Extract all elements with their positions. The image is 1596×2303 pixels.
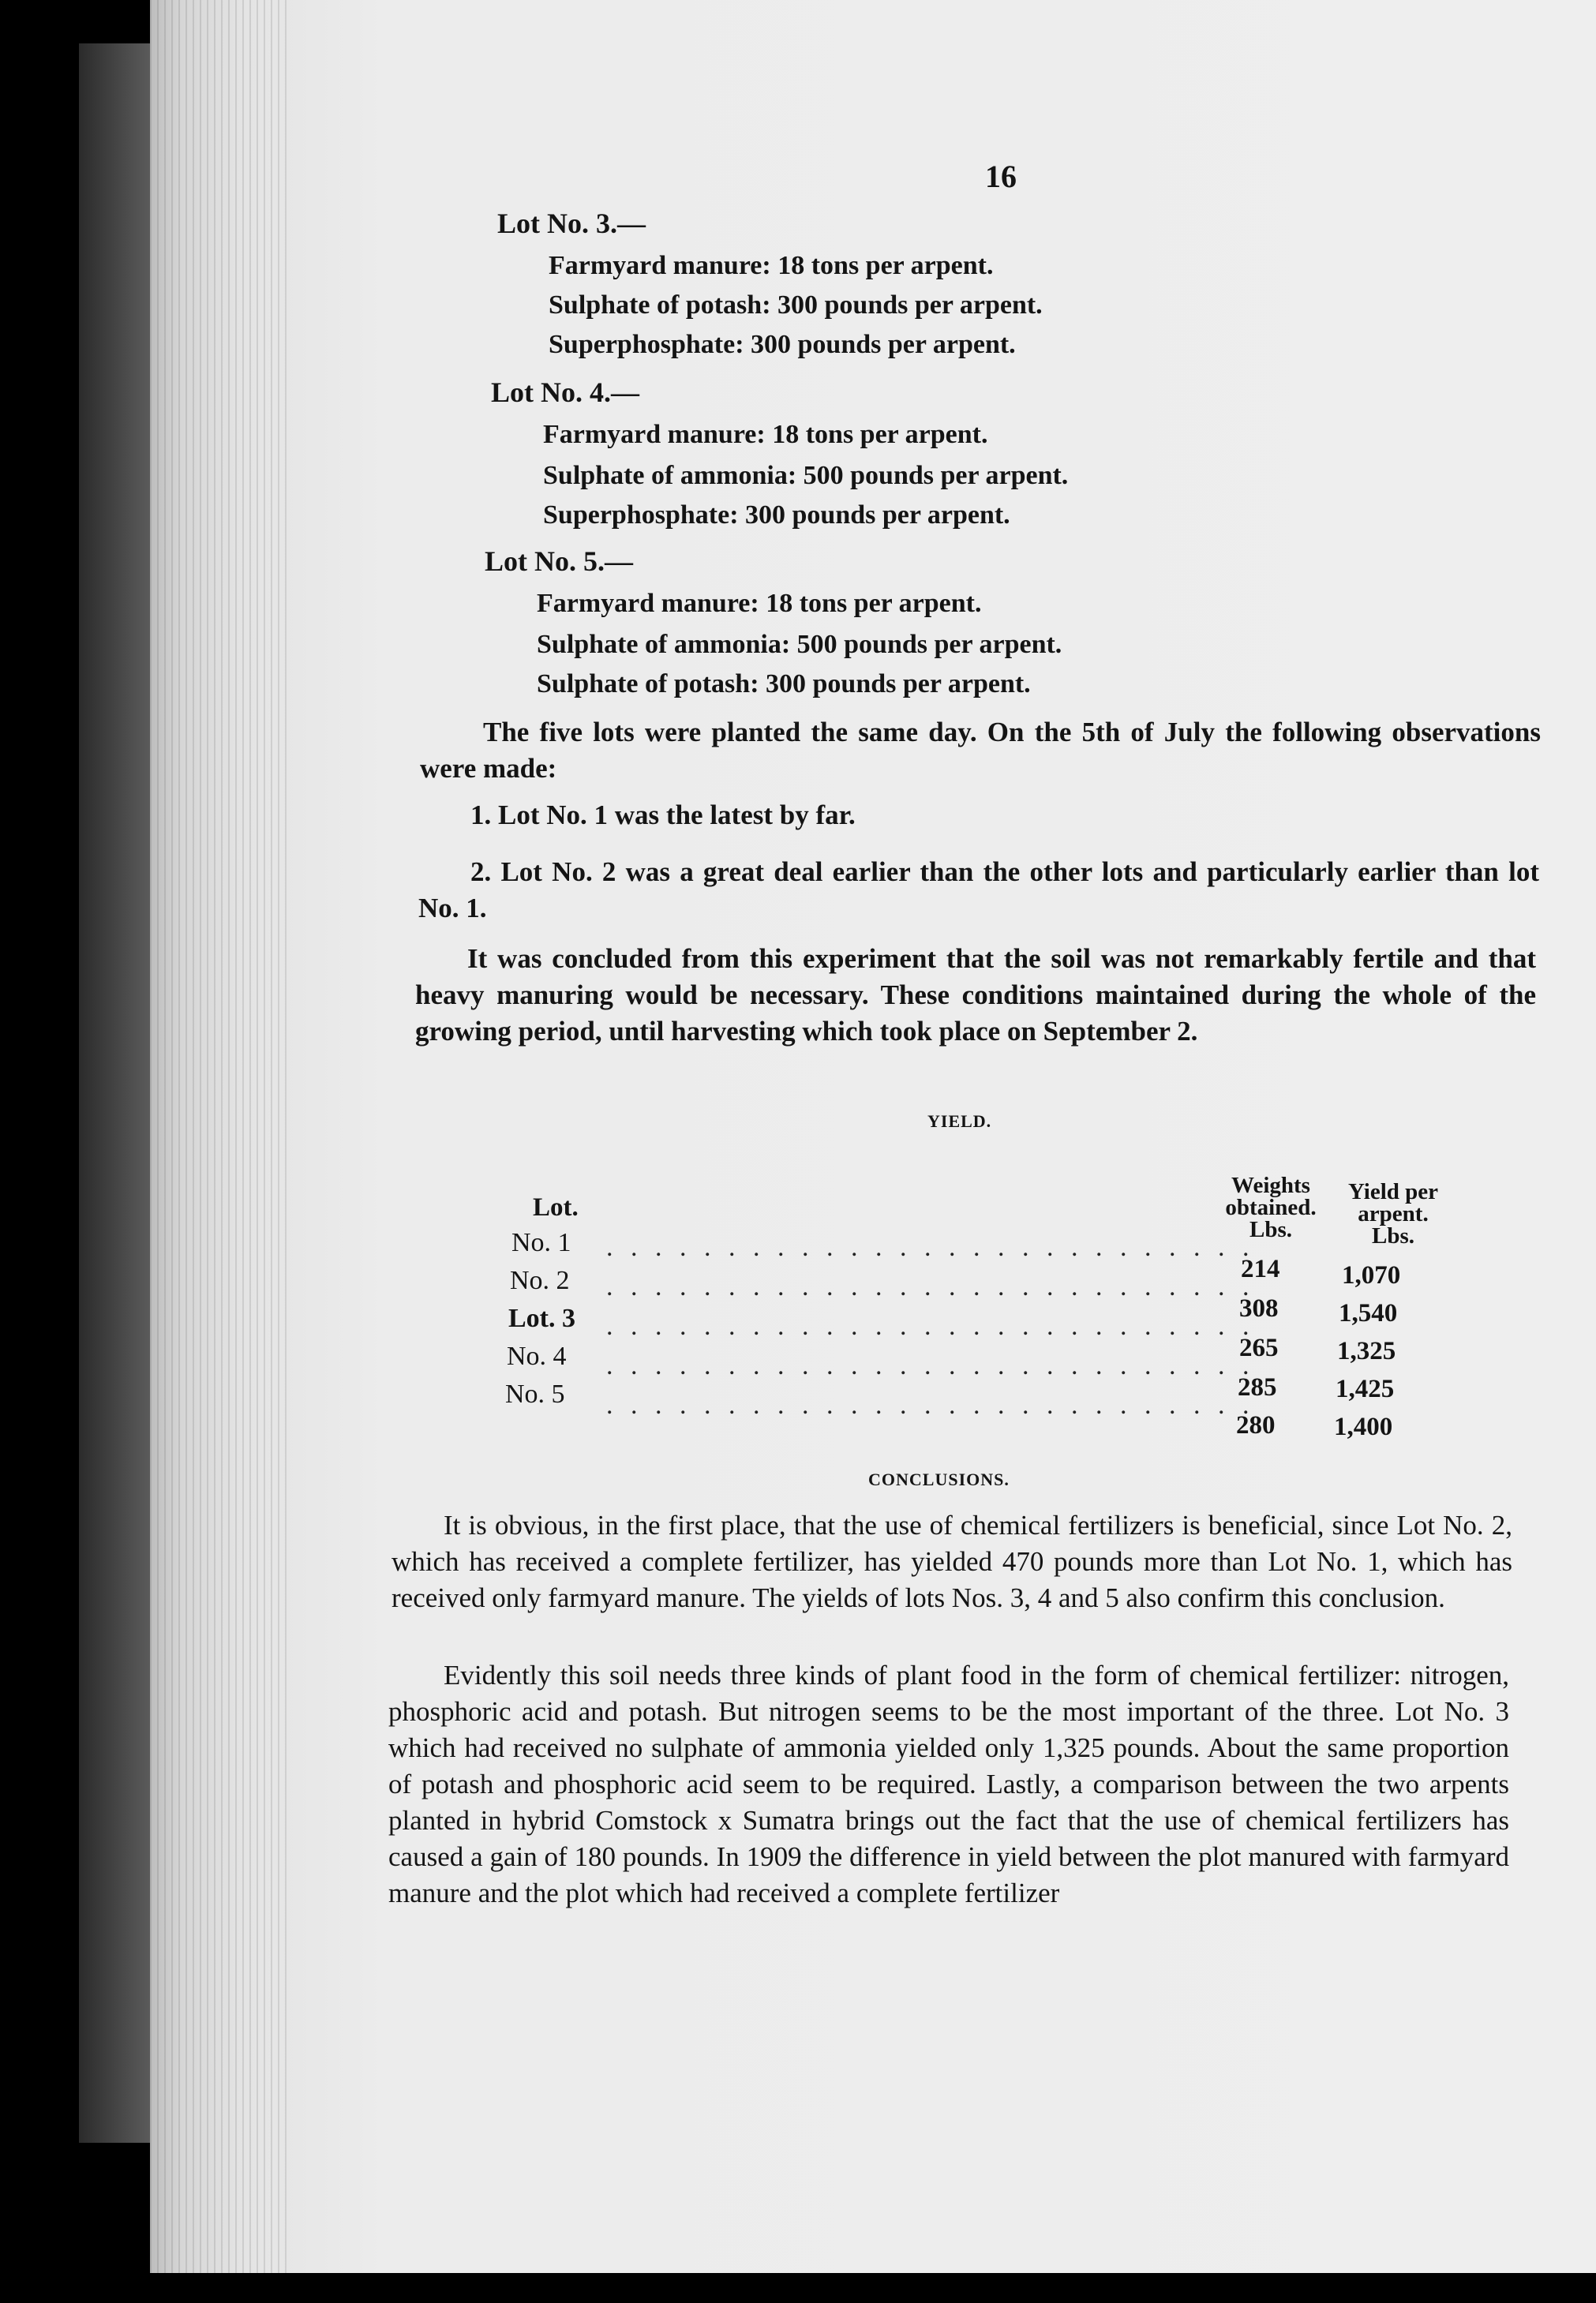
row-lot-label: No. 5 [505,1380,565,1409]
row-weight: 285 [1238,1373,1277,1402]
book-page [150,0,1596,2273]
leader-dots: . . . . . . . . . . . . . . . . . . . . . . . . . . . [606,1233,1255,1262]
lot-4-item-3: Superphosphate: 300 pounds per arpent. [543,500,1010,530]
observation-1: 1. Lot No. 1 was the latest by far. [470,799,856,830]
page-number: 16 [985,159,1017,194]
yield-title: YIELD. [927,1111,992,1131]
column-header-lot: Lot. [533,1193,579,1222]
lot-5-item-2: Sulphate of ammonia: 500 pounds per arpent. [537,630,1062,659]
header-line: Lbs. [1371,1223,1414,1249]
lot-5-heading: Lot No. 5.— [485,545,633,577]
row-lot-label: No. 2 [510,1266,570,1295]
lot-4-item-2: Sulphate of ammonia: 500 pounds per arpent. [543,461,1069,490]
leader-dots: . . . . . . . . . . . . . . . . . . . . . . . . . . . [606,1351,1255,1380]
column-header-yield [1326,1181,1460,1247]
row-yield: 1,425 [1336,1375,1395,1403]
paragraph-concluded: It was concluded from this experiment that the soil was not remarkably fertile and that heavy manuring would be necessary. These conditions maintained during the whole of the growing period, until harvesting which took place on September 2. [415,943,1536,1047]
row-weight: 280 [1236,1411,1276,1440]
row-lot-label: Lot. 3 [508,1304,575,1333]
observation-2: 2. Lot No. 2 was a great deal earlier than the other lots and particularly earlier than lot No. 1. [418,856,1539,923]
row-yield: 1,540 [1339,1299,1398,1328]
lot-3-item-2: Sulphate of potash: 300 pounds per arpent. [549,290,1043,320]
row-lot-label: No. 4 [507,1342,567,1371]
leader-dots: . . . . . . . . . . . . . . . . . . . . . . . . . . . [606,1272,1255,1301]
lot-5-item-3: Sulphate of potash: 300 pounds per arpent. [537,669,1031,698]
row-weight: 265 [1239,1334,1279,1362]
row-weight: 214 [1241,1255,1280,1283]
row-yield: 1,070 [1342,1261,1401,1290]
lot-3-item-3: Superphosphate: 300 pounds per arpent. [549,330,1016,359]
row-yield: 1,325 [1337,1337,1396,1365]
lot-4-item-1: Farmyard manure: 18 tons per arpent. [543,420,988,449]
leader-dots: . . . . . . . . . . . . . . . . . . . . . . . . . . . [606,1391,1255,1420]
header-line: Lbs. [1249,1217,1292,1242]
lot-3-item-1: Farmyard manure: 18 tons per arpent. [549,251,994,280]
leader-dots: . . . . . . . . . . . . . . . . . . . . . . . . . . . [606,1312,1255,1341]
conclusions-paragraph-2: Evidently this soil needs three kinds of plant food in the form of chemical fertilizer: nitrogen, phosphoric acid and potash. But nitrogen seems to be the most important of the three. Lot No. 3 which had received no sulphate of ammonia yielded only 1,325 pounds. About the same proportion of potash and phosphoric acid seem to be required. Lastly, a comparison between the two arpents planted in hybrid Comstock x Sumatra brings out the fact that the use of chemical fertilizers has caused a gain of 180 pounds. In 1909 the difference in yield between the plot manured with farmyard manure and the plot which had received a complete fertilizer [388,1660,1509,1908]
row-yield: 1,400 [1334,1413,1393,1441]
page-binding-shadow [150,0,292,2273]
lot-4-heading: Lot No. 4.— [491,376,639,408]
conclusions-paragraph-1: It is obvious, in the first place, that the use of chemical fertilizers is beneficial, since Lot No. 2, which has received a complete fertilizer, has yielded 470 pounds more than Lot No. 1, which has received only farmyard manure. The yields of lots Nos. 3, 4 and 5 also confirm this conclusion. [392,1510,1512,1613]
row-weight: 308 [1239,1294,1279,1323]
paragraph-planted: The five lots were planted the same day. On the 5th of July the following observations were made: [420,717,1541,784]
header-line: obtained. [1225,1195,1317,1220]
lot-3-heading: Lot No. 3.— [497,208,646,239]
lot-5-item-1: Farmyard manure: 18 tons per arpent. [537,589,982,618]
column-header-weights [1208,1174,1334,1241]
header-line: Weights [1231,1173,1310,1198]
row-lot-label: No. 1 [511,1228,571,1257]
header-line: arpent. [1358,1201,1429,1226]
conclusions-title: CONCLUSIONS. [868,1470,1010,1489]
header-line: Yield per [1347,1179,1439,1204]
